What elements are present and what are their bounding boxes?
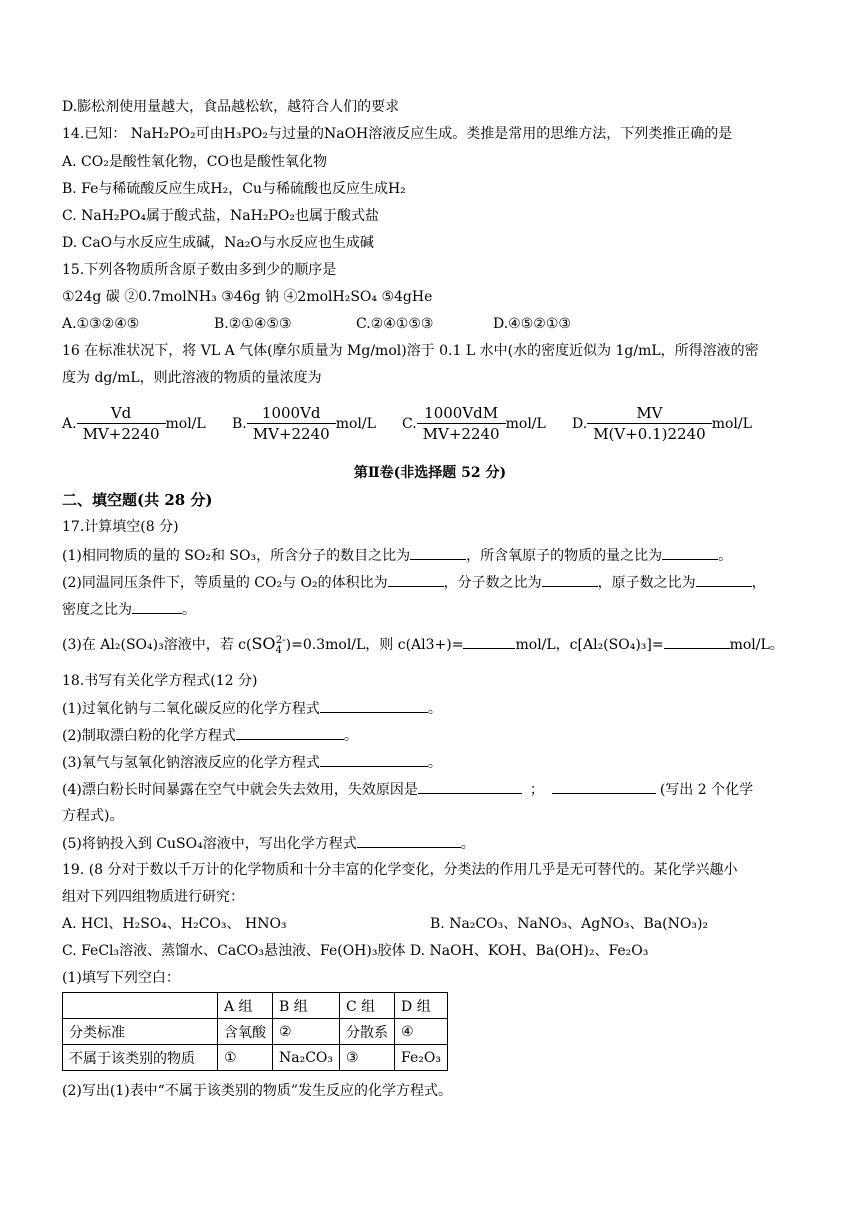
answer-blank[interactable]	[132, 599, 182, 614]
q15-option-b: B.②①④⑤③	[214, 316, 292, 332]
table-cell: 含氧酸	[218, 1019, 273, 1045]
table-cell: ④	[395, 1019, 448, 1045]
text: (2)制取漂白粉的化学方程式	[62, 728, 236, 744]
q19-sub2: (2)写出(1)表中“不属于该类别的物质”发生反应的化学方程式。	[62, 1083, 452, 1099]
fraction	[247, 403, 336, 444]
text: (5)将钠投入到 CuSO₄溶液中，写出化学方程式	[62, 836, 357, 852]
table-cell: ③	[340, 1045, 395, 1071]
fraction	[587, 403, 712, 444]
numerator: 1000VdM	[417, 403, 506, 424]
q13-option-d: D.膨松剂使用量越大，食品越松软，越符合人们的要求	[62, 99, 400, 115]
text: mol/L，c[Al₂(SO₄)₃]=	[515, 637, 664, 653]
table-cell: A 组	[218, 993, 273, 1019]
answer-blank[interactable]	[410, 545, 466, 560]
text: ；	[529, 782, 544, 798]
text: ，原子数之比为	[597, 575, 696, 591]
q14-option-a: A. CO₂是酸性氧化物，CO也是酸性氧化物	[62, 154, 328, 170]
text: 。	[427, 755, 442, 771]
q18-line5	[62, 833, 475, 854]
text: 。	[718, 548, 733, 564]
text: (1)过氧化钠与二氧化碳反应的化学方程式	[62, 701, 320, 717]
text: )=0.3mol/L，则 c(Al3+)=	[285, 637, 464, 653]
section-title: 二、填空题(共 28 分)	[62, 491, 213, 509]
answer-blank[interactable]	[357, 833, 461, 848]
text: (3)氧气与氢氧化钠溶液反应的化学方程式	[62, 755, 320, 771]
table-row	[63, 1019, 448, 1045]
q16-option-b	[232, 403, 376, 444]
answer-blank[interactable]	[418, 779, 522, 794]
q18-line2	[62, 725, 358, 746]
text: 密度之比为	[62, 602, 132, 618]
table-cell: Fe₂O₃	[395, 1045, 448, 1071]
text: 。	[182, 602, 196, 618]
denominator: MV+2240	[82, 425, 160, 443]
denominator: MV+2240	[252, 425, 330, 443]
q17-part3	[62, 634, 784, 655]
table-cell: D 组	[395, 993, 448, 1019]
table-cell: B 组	[273, 993, 340, 1019]
table-row	[63, 1045, 448, 1071]
table-cell: ②	[273, 1019, 340, 1045]
q15-items: ①24g 碳 ②0.7molNH₃ ③46g 钠 ④2molH₂SO₄ ⑤4gHe	[62, 289, 433, 305]
q19-group-a: A. HCl、H₂SO₄、H₂CO₃、 HNO₃	[62, 916, 287, 932]
fraction	[77, 403, 166, 444]
q17-part2	[62, 572, 766, 593]
answer-blank[interactable]	[696, 572, 752, 587]
classification-table	[62, 992, 448, 1071]
q17-part1	[62, 545, 732, 566]
answer-blank[interactable]	[236, 725, 344, 740]
answer-blank[interactable]	[542, 572, 598, 587]
table-header-row	[63, 993, 448, 1019]
unit: mol/L	[165, 415, 206, 432]
table-cell: 分散系	[340, 1019, 395, 1045]
q17-title: 17.计算填空(8 分)	[62, 519, 179, 535]
table-cell: 分类标准	[63, 1019, 218, 1045]
q16-stem-line2: 度为 dg/mL，则此溶液的物质的量浓度为	[62, 370, 322, 386]
ion-charge: 2-	[275, 635, 286, 647]
table-cell: ①	[218, 1045, 273, 1071]
q18-line4	[62, 779, 753, 800]
text: mol/L。	[729, 637, 784, 653]
text: (3)在 Al₂(SO₄)₃溶液中，若 c(	[62, 637, 252, 653]
text: (2)同温同压条件下，等质量的 CO₂与 O₂的体积比为	[62, 575, 388, 591]
q19-stem-line2: 组对下列四组物质进行研究：	[62, 889, 244, 905]
answer-blank[interactable]	[320, 698, 428, 713]
table-cell: Na₂CO₃	[273, 1045, 340, 1071]
q18-line1	[62, 698, 442, 719]
table-cell	[63, 993, 218, 1019]
q15-stem: 15.下列各物质所含原子数由多到少的顺序是	[62, 262, 337, 278]
fraction	[417, 403, 506, 444]
q16-option-d	[572, 403, 752, 444]
option-label: C.	[402, 415, 417, 432]
answer-blank[interactable]	[320, 752, 428, 767]
unit: mol/L	[711, 415, 752, 432]
q19-group-b: B. Na₂CO₃、NaNO₃、AgNO₃、Ba(NO₃)₂	[430, 916, 709, 932]
text: ，	[751, 575, 766, 591]
q19-stem-line1: 19. (8 分对于数以千万计的化学物质和十分丰富的化学变化，分类法的作用几乎是无可替代的。某化学兴趣小	[62, 862, 738, 878]
option-label: A.	[62, 415, 77, 432]
q18-line4-cont: 方程式)。	[62, 808, 124, 824]
numerator: MV	[587, 403, 712, 424]
text: ，分子数之比为	[443, 575, 542, 591]
unit: mol/L	[505, 415, 546, 432]
answer-blank[interactable]	[388, 572, 444, 587]
option-label: D.	[572, 415, 588, 432]
answer-blank[interactable]	[664, 634, 730, 649]
q14-stem: 14.已知： NaH₂PO₂可由H₃PO₂与过量的NaOH溶液反应生成。类推是常用的思维方法，下列类推正确的是	[62, 126, 733, 142]
sulfate-ion: SO	[251, 634, 276, 653]
numerator: Vd	[77, 403, 166, 424]
q18-title: 18.书写有关化学方程式(12 分)	[62, 673, 258, 689]
table-cell: C 组	[340, 993, 395, 1019]
table-cell: 不属于该类别的物质	[63, 1045, 218, 1071]
option-label: B.	[232, 415, 247, 432]
unit: mol/L	[335, 415, 376, 432]
q14-option-c: C. NaH₂PO₄属于酸式盐，NaH₂PO₂也属于酸式盐	[62, 208, 379, 224]
ion-subscript: 4	[275, 644, 282, 656]
q17-part2-cont	[62, 599, 196, 620]
q16-option-c	[402, 403, 546, 444]
denominator: MV+2240	[422, 425, 500, 443]
q15-option-a: A.①③②④⑤	[62, 316, 140, 332]
q15-option-c: C.②④①⑤③	[356, 316, 434, 332]
text: 。	[427, 701, 442, 717]
q18-line3	[62, 752, 442, 773]
denominator: M(V+0.1)2240	[593, 425, 706, 443]
text: (1)相同物质的量的 SO₂和 SO₃，所含分子的数目之比为	[62, 548, 411, 564]
q14-option-d: D. CaO与水反应生成碱，Na₂O与水反应也生成碱	[62, 235, 374, 251]
answer-blank[interactable]	[552, 779, 656, 794]
part2-title: 第Ⅱ卷(非选择题 52 分)	[353, 465, 507, 481]
answer-blank[interactable]	[463, 634, 515, 649]
q14-option-b: B. Fe与稀硫酸反应生成H₂，Cu与稀硫酸也反应生成H₂	[62, 181, 406, 197]
answer-blank[interactable]	[662, 545, 718, 560]
q16-option-a	[62, 403, 206, 444]
text: 。	[343, 728, 358, 744]
text: ，所含氧原子的物质的量之比为	[466, 548, 663, 564]
q19-sub1: (1)填写下列空白：	[62, 970, 180, 986]
q15-option-d: D.④⑤②①③	[493, 316, 571, 332]
text: (4)漂白粉长时间暴露在空气中就会失去效用，失效原因是	[62, 782, 418, 798]
q16-stem-line1: 16 在标准状况下，将 VL A 气体(摩尔质量为 Mg/mol)溶于 0.1 L 水中(水的密度近似为 1g/mL，所得溶液的密	[62, 343, 759, 359]
numerator: 1000Vd	[247, 403, 336, 424]
text: 。	[460, 836, 475, 852]
text: (写出 2 个化学	[659, 782, 754, 798]
q19-group-c-d: C. FeCl₃溶液、蒸馏水、CaCO₃悬浊液、Fe(OH)₃胶体 D. NaOH、KOH、Ba(OH)₂、Fe₂O₃	[62, 943, 649, 959]
